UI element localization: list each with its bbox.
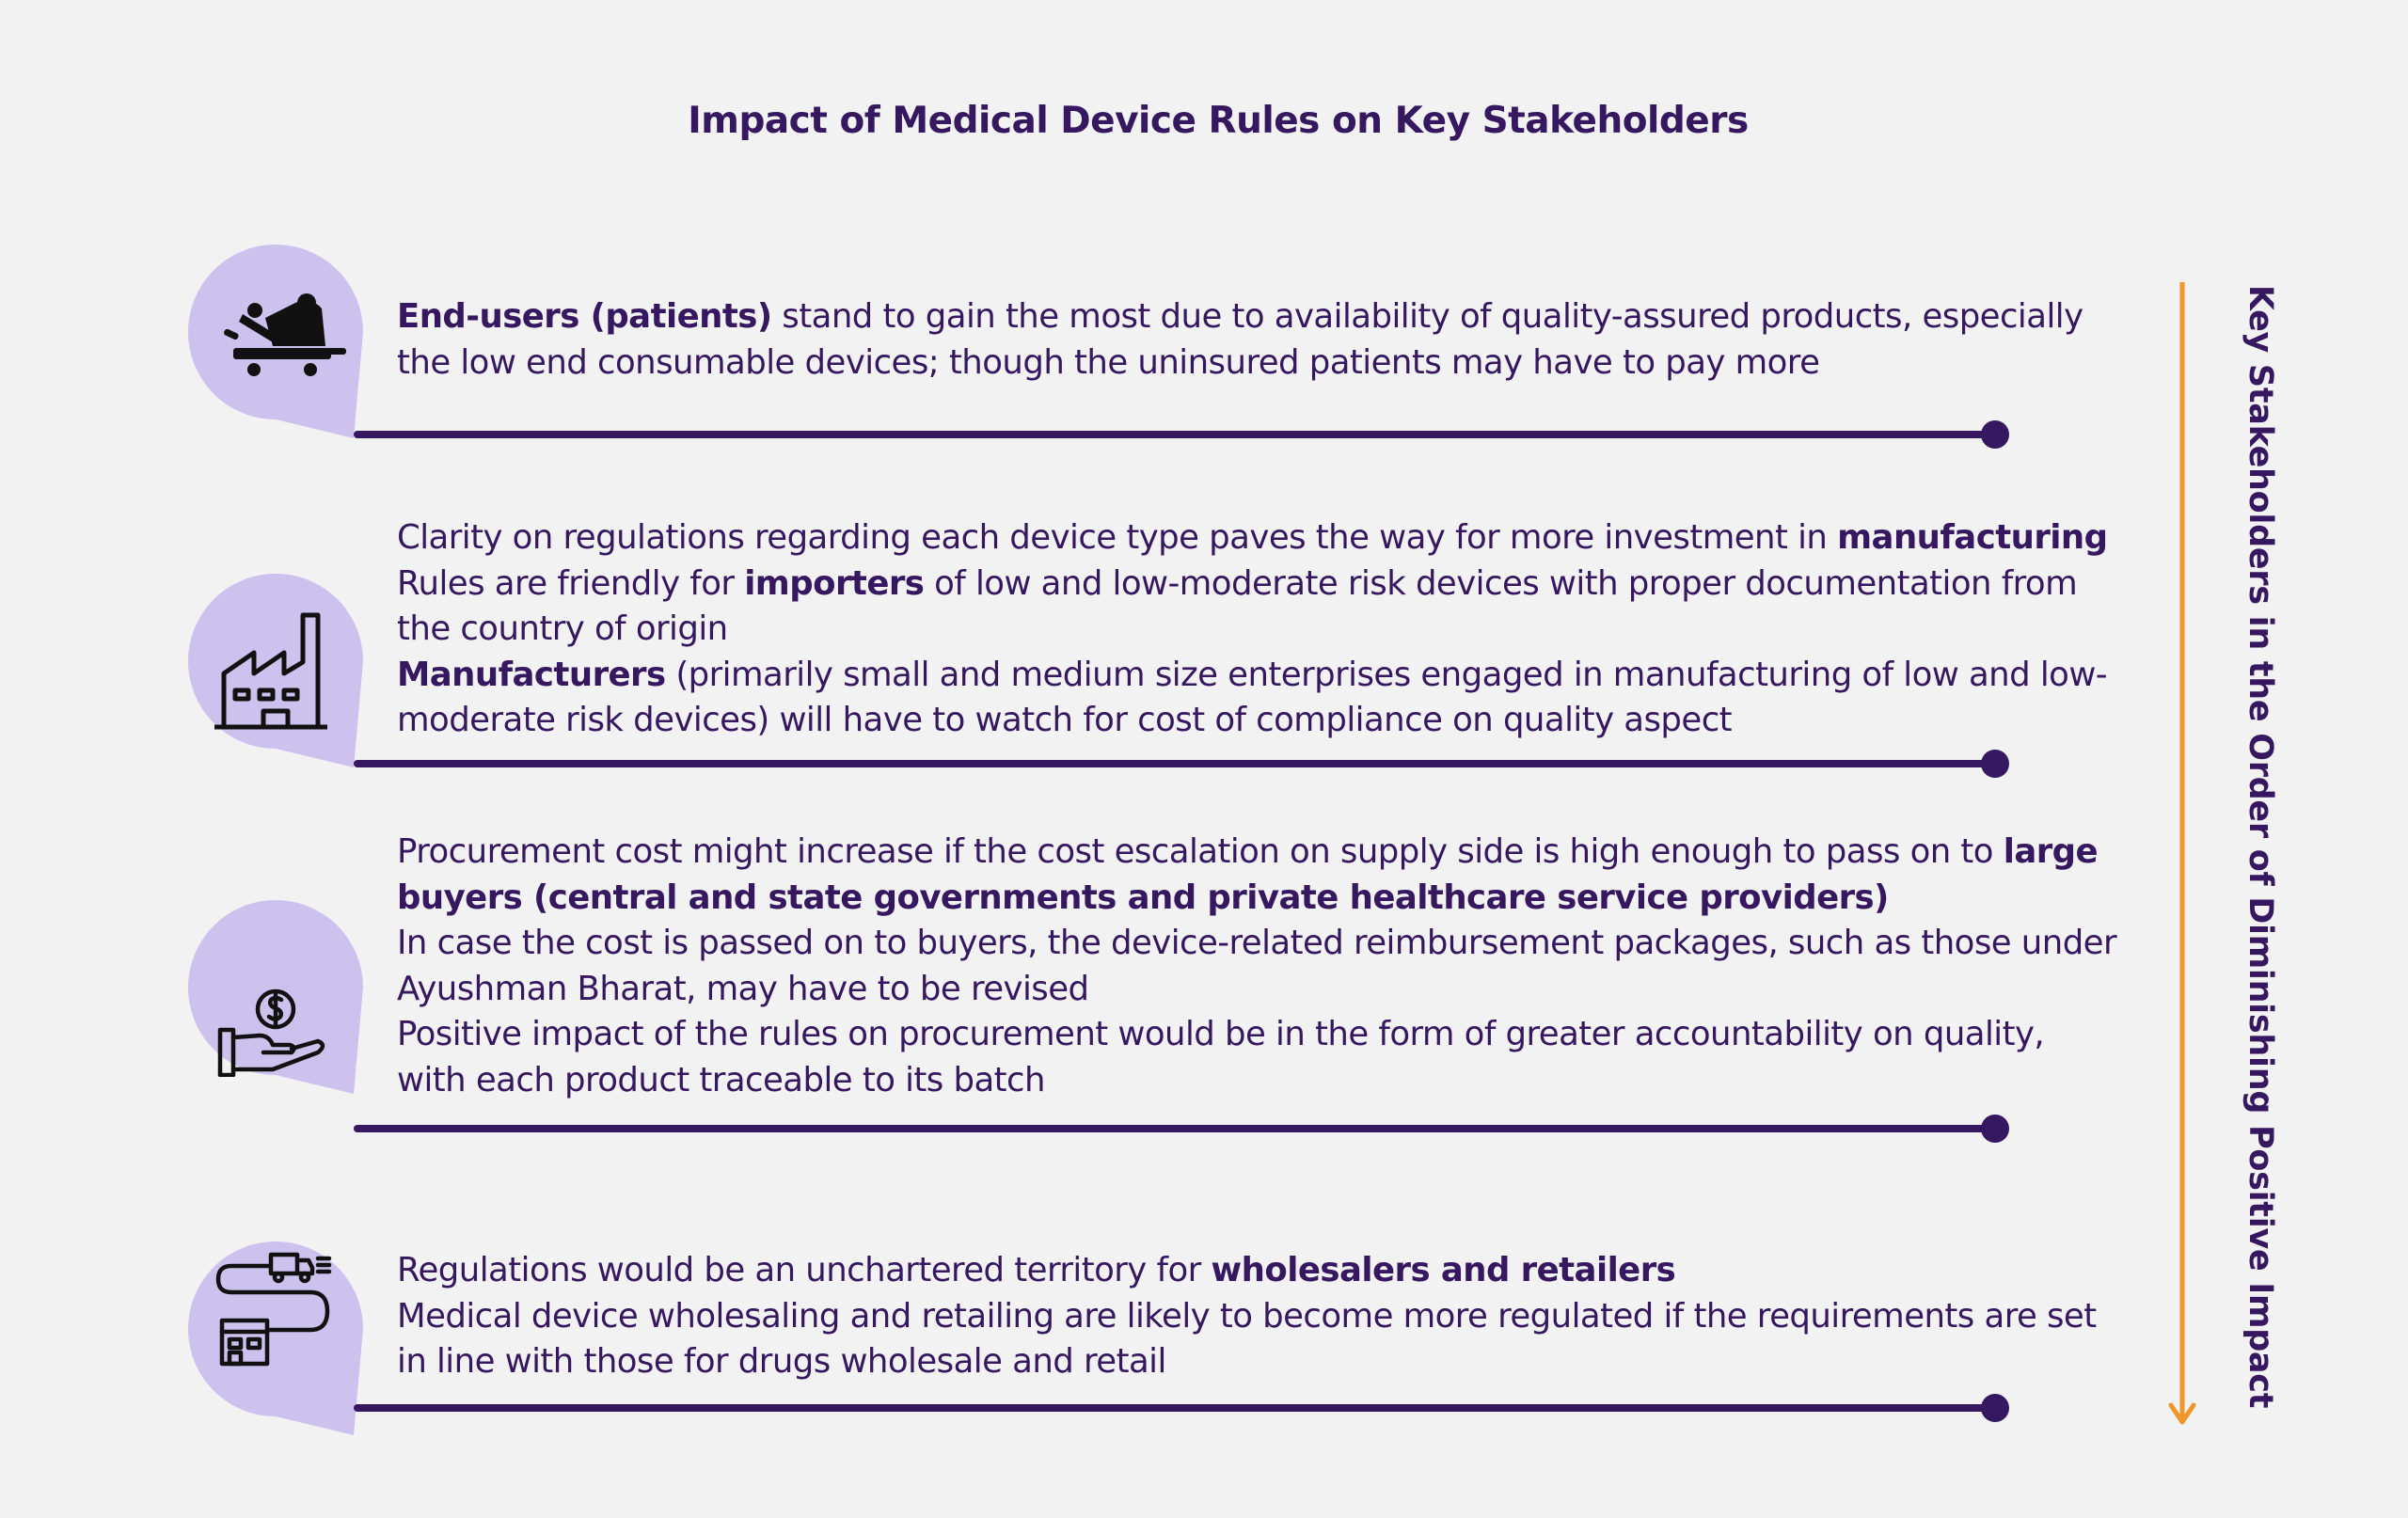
text-line (397, 653, 2108, 699)
stakeholder-text (397, 294, 2083, 386)
side-axis-label-text: Key Stakeholders in the Order of Diminishing Positive Impact (2242, 284, 2279, 1409)
text-line (397, 1294, 2097, 1340)
text: moderate risk devices) will have to watch for cost of compliance on quality aspect (397, 701, 1733, 739)
text-line (397, 340, 2015, 387)
factory-icon (186, 572, 365, 751)
emphasis: buyers (central and state governments and private healthcare service providers) (397, 878, 1889, 917)
emphasis: Manufacturers (397, 655, 666, 694)
divider-dot (1981, 1115, 2009, 1143)
icon-badge (186, 572, 365, 765)
text: Regulations would be an unchartered territory for (397, 1251, 1212, 1289)
text: of low and low-moderate risk devices with proper documentation from (924, 563, 2078, 603)
delivery-store-icon (186, 1240, 365, 1418)
icon-badge (186, 898, 365, 1091)
hand-money-icon (186, 898, 365, 1077)
patient-bed-icon (186, 243, 365, 421)
text: the low end consumable devices; though the uninsured patients may have to pay more (397, 342, 1820, 382)
text: Ayushman Bharat, may have to be revised (397, 969, 1089, 1008)
text-line (397, 1058, 2015, 1104)
emphasis: large (2003, 832, 2099, 871)
stakeholder-text (397, 515, 2108, 744)
stakeholder-text (397, 1248, 2097, 1385)
text-line (397, 294, 2083, 340)
text-line (397, 607, 2015, 653)
text: in line with those for drugs wholesale and retail (397, 1342, 1166, 1381)
text: the country of origin (397, 609, 728, 648)
text-line (397, 830, 2099, 876)
text: (primarily small and medium size enterprises engaged in manufacturing of low and low- (665, 655, 2108, 694)
emphasis: End-users (patients) (397, 297, 772, 336)
divider-line (354, 1125, 2009, 1132)
text: with each product traceable to its batch (397, 1060, 1045, 1099)
down-arrow-icon (2168, 282, 2196, 1430)
text: In case the cost is passed on to buyers, the device-related reimbursement packages, such as those under (397, 924, 2117, 962)
emphasis: wholesalers and retailers (1211, 1251, 1676, 1289)
divider-dot (1981, 750, 2009, 778)
emphasis: importers (744, 563, 925, 603)
text: stand to gain the most due to availability of quality-assured products, especially (771, 297, 2083, 336)
text: Rules are friendly for (397, 563, 745, 603)
text-line (397, 515, 2108, 561)
text-line (397, 921, 2117, 967)
text-line (397, 698, 2015, 744)
divider-dot (1981, 1394, 2009, 1422)
divider-line (354, 1404, 2009, 1412)
icon-badge (186, 1240, 365, 1432)
divider-line (354, 431, 2009, 438)
divider-dot (1981, 420, 2009, 449)
icon-badge (186, 243, 365, 435)
text: Clarity on regulations regarding each device type paves the way for more investment in (397, 518, 1838, 557)
text-line (397, 1248, 2015, 1294)
text-line (397, 967, 2015, 1013)
text-line (397, 876, 2015, 922)
side-axis-label (2237, 284, 2284, 1409)
divider-line (354, 760, 2009, 767)
emphasis: manufacturing (1837, 518, 2108, 557)
page-title: Impact of Medical Device Rules on Key Stakeholders (688, 100, 1749, 142)
text: Procurement cost might increase if the cost escalation on supply side is high enough to pass on to (397, 832, 2004, 871)
text-line (397, 1339, 2015, 1385)
text-line (397, 561, 2078, 608)
text: Positive impact of the rules on procurement would be in the form of greater accountability on quality, (397, 1015, 2045, 1053)
text-line (397, 1012, 2045, 1058)
text: Medical device wholesaling and retailing are likely to become more regulated if the requirements are set (397, 1296, 2097, 1336)
stakeholder-text (397, 830, 2117, 1103)
